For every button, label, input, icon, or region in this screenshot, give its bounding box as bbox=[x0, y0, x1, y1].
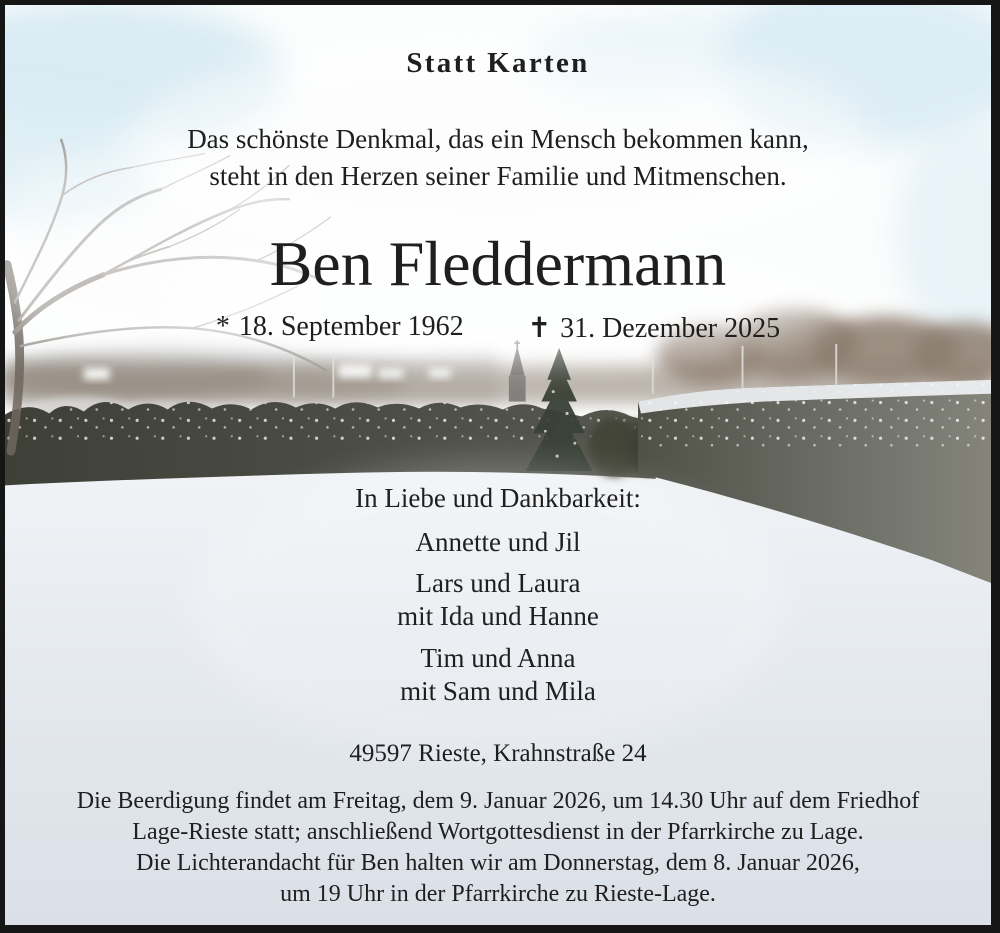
death-date bbox=[528, 311, 781, 345]
mourner-line: mit Ida und Hanne bbox=[397, 601, 599, 631]
vigil-info-line: Die Lichterandacht für Ben halten wir am Donnerstag, dem 8. Januar 2026, bbox=[136, 850, 860, 876]
address-line: 49597 Rieste, Krahnstraße 24 bbox=[349, 740, 647, 767]
epigraph bbox=[5, 121, 991, 195]
death-cross-symbol: ✝ bbox=[527, 313, 552, 344]
pre-header-text: Statt Karten bbox=[406, 47, 590, 79]
life-dates bbox=[5, 311, 991, 345]
vigil-info bbox=[5, 848, 991, 910]
mourning-intro: In Liebe und Dankbarkeit: bbox=[355, 483, 641, 513]
funeral-info-line: Die Beerdigung findet am Freitag, dem 9. Januar 2026, um 14.30 Uhr auf dem Friedhof bbox=[76, 788, 920, 814]
funeral-info-line: Lage-Rieste statt; anschließend Wortgottesdienst in der Pfarrkirche zu Lage. bbox=[132, 819, 864, 845]
mourner-line: Lars und Laura bbox=[415, 568, 581, 598]
notice-text bbox=[5, 5, 991, 925]
mourner-group bbox=[5, 642, 991, 708]
vigil-info-line: um 19 Uhr in der Pfarrkirche zu Rieste-Lage. bbox=[280, 881, 716, 907]
mourner-group bbox=[5, 526, 991, 559]
epigraph-line: steht in den Herzen seiner Familie und Mitmenschen. bbox=[209, 161, 787, 191]
death-date-text: 31. Dezember 2025 bbox=[560, 313, 781, 344]
birth-date-text: 18. September 1962 bbox=[238, 311, 464, 342]
birth-star-symbol: * bbox=[215, 311, 230, 342]
mourner-line: mit Sam und Mila bbox=[400, 676, 596, 706]
epigraph-line: Das schönste Denkmal, das ein Mensch bekommen kann, bbox=[187, 124, 809, 154]
mourner-group bbox=[5, 567, 991, 633]
birth-date bbox=[216, 311, 464, 345]
mourner-line: Annette und Jil bbox=[415, 527, 581, 557]
mourner-line: Tim und Anna bbox=[420, 643, 576, 673]
deceased-name: Ben Fleddermann bbox=[269, 228, 727, 299]
funeral-info bbox=[5, 786, 991, 848]
